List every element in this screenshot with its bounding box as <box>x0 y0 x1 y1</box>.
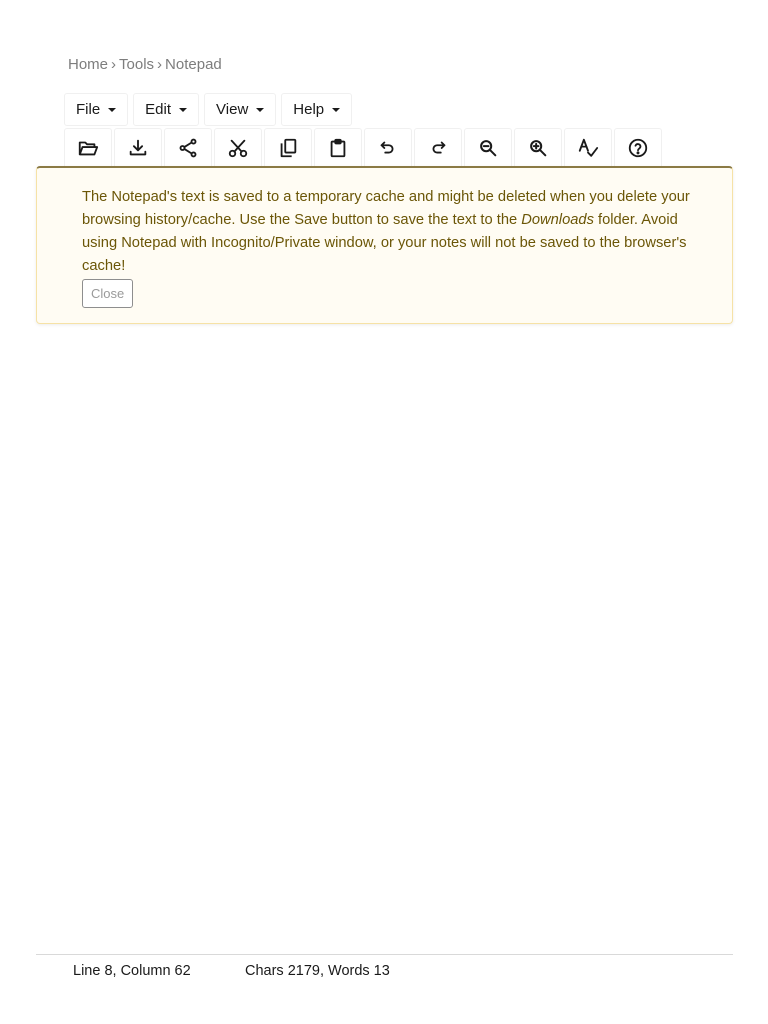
cache-warning-alert <box>36 166 733 324</box>
alert-text-part: The Notepad's text is saved to a temporary cache and might be deleted when you delete your browsing history/cache. Use the Save button to save the text to the <box>82 189 690 228</box>
caret-down-icon <box>108 108 116 112</box>
help-menu-label: Help <box>293 101 325 118</box>
caret-down-icon <box>332 108 340 112</box>
breadcrumb-separator: › <box>157 56 163 73</box>
breadcrumb-home[interactable]: Home <box>68 56 109 73</box>
help-icon <box>627 137 649 159</box>
menu-bar <box>64 93 352 126</box>
view-menu-label: View <box>216 101 249 118</box>
cut-icon <box>227 137 249 159</box>
edit-menu-button[interactable] <box>133 93 199 126</box>
download-icon <box>127 137 149 159</box>
zoom-in-icon <box>527 137 549 159</box>
file-menu-label: File <box>76 101 101 118</box>
breadcrumb-tools[interactable]: Tools <box>119 56 155 73</box>
caret-down-icon <box>179 108 187 112</box>
alert-text-part: folder. Avoid using Notepad with Incognito/Private window, or your notes will not be saved to the browser's cache! <box>82 212 687 274</box>
file-menu-button[interactable] <box>64 93 128 126</box>
redo-button[interactable] <box>414 128 462 166</box>
share-button[interactable] <box>164 128 212 166</box>
download-button[interactable] <box>114 128 162 166</box>
downloads-folder-emphasis: Downloads <box>521 212 594 228</box>
spellcheck-icon <box>577 137 599 159</box>
zoom-in-button[interactable] <box>514 128 562 166</box>
help-menu-button[interactable] <box>281 93 352 126</box>
share-icon <box>177 137 199 159</box>
breadcrumb <box>68 56 222 74</box>
redo-icon <box>427 137 449 159</box>
cut-button[interactable] <box>214 128 262 166</box>
undo-icon <box>377 137 399 159</box>
breadcrumb-current: Notepad <box>165 56 222 73</box>
paste-icon <box>327 137 349 159</box>
caret-down-icon <box>256 108 264 112</box>
breadcrumb-separator: › <box>111 56 117 73</box>
character-word-count: Chars 2179, Words 13 <box>245 963 390 979</box>
alert-message <box>82 186 694 278</box>
view-menu-button[interactable] <box>204 93 276 126</box>
spellcheck-button[interactable] <box>564 128 612 166</box>
toolbar <box>64 128 662 166</box>
open-button[interactable] <box>64 128 112 166</box>
zoom-out-button[interactable] <box>464 128 512 166</box>
help-button[interactable] <box>614 128 662 166</box>
close-button[interactable]: Close <box>82 279 133 308</box>
zoom-out-icon <box>477 137 499 159</box>
paste-button[interactable] <box>314 128 362 166</box>
notepad-text-area[interactable] <box>36 330 737 954</box>
edit-menu-label: Edit <box>145 101 172 118</box>
cursor-position: Line 8, Column 62 <box>73 963 191 979</box>
open-folder-icon <box>77 137 99 159</box>
status-bar <box>36 954 733 989</box>
undo-button[interactable] <box>364 128 412 166</box>
copy-icon <box>277 137 299 159</box>
copy-button[interactable] <box>264 128 312 166</box>
